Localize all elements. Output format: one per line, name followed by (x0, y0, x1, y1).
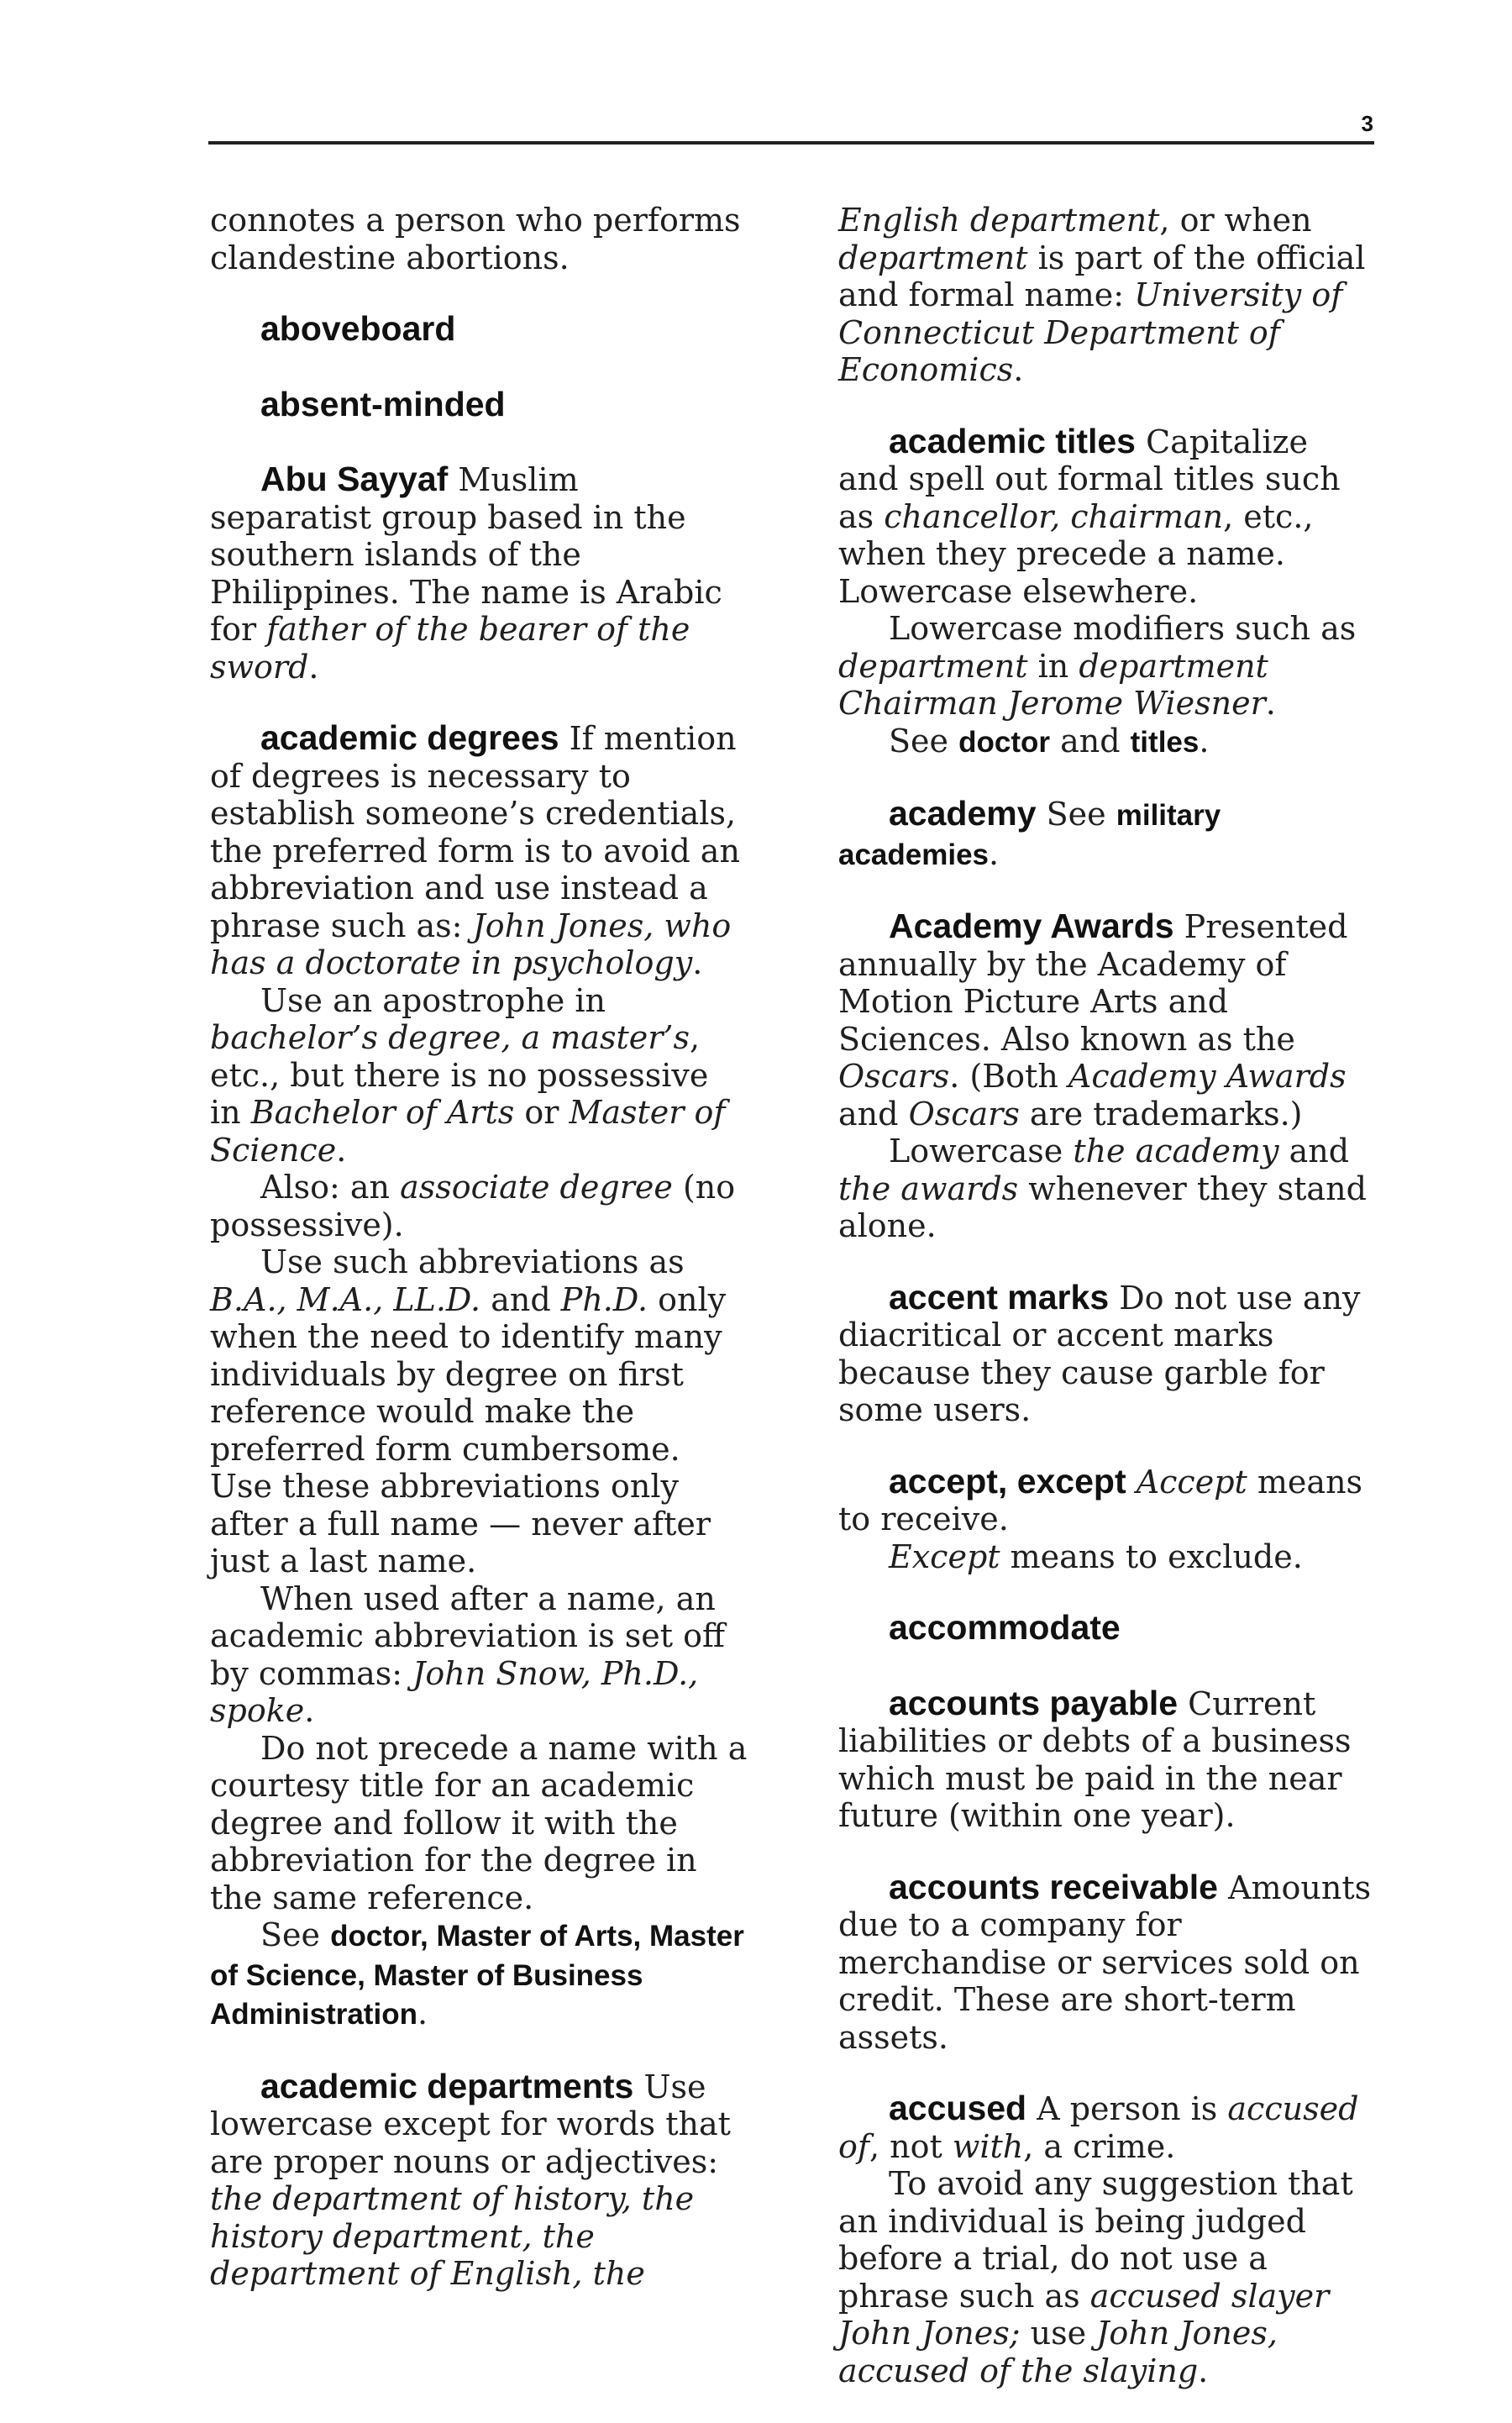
entry-italic: John Jones, who has a doctorate in psychology (210, 907, 732, 981)
entry-academic-departments (210, 2068, 748, 2293)
entry-italic: Oscars (838, 1058, 950, 1095)
entry-italic: department (838, 647, 1028, 685)
entry-text: Use such abbreviations as (260, 1243, 685, 1280)
entry-italic: Master of Science (210, 1094, 726, 1169)
headword: academic titles (889, 421, 1136, 460)
entry-text: is part of the official and formal name: (838, 239, 1366, 313)
entry-text: . (Both (949, 1058, 1058, 1095)
entry-text: See (1046, 796, 1106, 833)
entry-italic: Bachelor of Arts (250, 1094, 515, 1131)
entry-aboveboard (210, 310, 748, 349)
entry-text: Use lowercase except for words that are proper nouns or adjectives: (210, 2068, 731, 2180)
entry-text: Amounts due to a company for merchandise or services sold on credit. These are short-term assets. (838, 1868, 1372, 2056)
entry-text: are trademarks.) (1029, 1095, 1303, 1133)
entry-accounts-payable (838, 1685, 1376, 1835)
entry-italic: with (952, 2127, 1024, 2165)
cross-reference: military academies (838, 799, 1221, 871)
entry-text: use (1030, 2315, 1087, 2352)
entry-text: and (1060, 722, 1121, 759)
page-number: 3 (1361, 111, 1373, 136)
entry-italic: department (838, 239, 1028, 276)
entry-accent-marks (838, 1279, 1376, 1429)
cross-reference: doctor, Master of Arts, Master of Science, Master of Business Administration (210, 1920, 744, 2031)
entry-text: means to exclude. (1010, 1537, 1303, 1575)
entry-italic: Accept (1136, 1463, 1247, 1501)
entry-text: When used after a name, an academic abbreviation is set off by commas: (210, 1579, 725, 1692)
headword: aboveboard (260, 309, 456, 348)
entry-italic: English department (838, 202, 1160, 239)
entry-departments-continuation (838, 202, 1376, 389)
entry-accommodate (838, 1609, 1376, 1648)
entry-italic: accused of (838, 2090, 1359, 2165)
entry-italic: Ph.D. (560, 1280, 648, 1318)
headword: Abu Sayyaf (260, 460, 449, 498)
entry-italic: the academy (1073, 1133, 1279, 1169)
headword: absent-minded (260, 384, 506, 423)
cross-reference: titles (1130, 725, 1200, 759)
entry-text: Presented annually by the Academy of Motion Picture Arts and Sciences. Also known as the (838, 908, 1348, 1058)
entry-text: and (491, 1280, 551, 1318)
entry-text: , or when (1159, 202, 1312, 239)
entry-text: See (889, 722, 949, 759)
headword: academic degrees (260, 718, 559, 757)
entry-abu-sayyaf (210, 460, 748, 686)
headword: accent marks (889, 1277, 1110, 1317)
entry-text: . (1013, 351, 1024, 388)
cross-reference: doctor (958, 725, 1050, 759)
entry-text: , a crime. (1023, 2127, 1176, 2165)
entry-text: Lowercase modifiers such as (889, 610, 1357, 647)
entry-italic: associate degree (400, 1169, 673, 1206)
entry-text: Current liabilities or debts of a business which must be paid in the near future (within one year). (838, 1685, 1352, 1834)
entry-text: , etc., when they precede a name. Lowercase elsewhere. (838, 497, 1314, 610)
left-column (210, 202, 748, 2326)
entry-text: . (1265, 685, 1276, 722)
entry-text: Do not precede a name with a courtesy title for an academic degree and follow it with the abbreviation for the degree in the same reference. (210, 1729, 748, 1916)
entry-text: . (304, 1692, 315, 1729)
headword: Academy Awards (889, 907, 1174, 945)
entry-italic: Except (889, 1537, 1000, 1575)
headword: accused (889, 2089, 1027, 2127)
right-column (838, 202, 1376, 2423)
entry-text: Use an apostrophe in (260, 981, 606, 1019)
entry-text: only when the need to identify many individuals by degree on first reference would make the preferred form cumbersome. Use these abbreviations only after a full name — never after just a last name. (210, 1280, 727, 1579)
headword: accounts payable (889, 1683, 1179, 1722)
entry-text: connotes a person who performs clandestine abortions. (210, 202, 741, 276)
entry-accounts-receivable (838, 1868, 1376, 2057)
entry-italic: University of Connecticut Department of Economics (838, 276, 1343, 388)
headword: academic departments (260, 2066, 634, 2105)
entry-accept-except (838, 1463, 1376, 1576)
headword: accounts receivable (889, 1867, 1218, 1906)
entry-text: Lowercase (889, 1133, 1063, 1169)
entry-text: If mention of degrees is necessary to establish someone’s credentials, the preferred form is to avoid an abbreviation and use instead a phrase such as: (210, 720, 740, 944)
entry-text: means to receive. (838, 1463, 1363, 1537)
entry-italic: the department of history, the history department, the department of English, the (210, 2180, 695, 2292)
header-rule (208, 141, 1374, 145)
entry-academy (838, 795, 1376, 874)
entry-italic: John Jones, accused of the slaying (838, 2315, 1278, 2389)
entry-text: A person is (1037, 2090, 1218, 2127)
entry-text: in (1037, 647, 1069, 685)
entry-absent-minded (210, 386, 748, 424)
entry-italic: Academy Awards (1068, 1058, 1347, 1095)
headword: academy (889, 794, 1037, 833)
entry-text: See (260, 1916, 321, 1953)
entry-text: . (989, 834, 1000, 872)
entry-italic: the awards (838, 1169, 1019, 1207)
entry-text: . (336, 1131, 347, 1169)
entry-continuation (210, 202, 748, 276)
entry-academic-degrees (210, 719, 748, 2034)
entry-text: Capitalize and spell out formal titles such as (838, 423, 1341, 535)
entry-text: . (692, 944, 703, 981)
entry-text: whenever they stand alone. (838, 1169, 1367, 1244)
entry-italic: John Snow, Ph.D., spoke (210, 1654, 699, 1729)
entry-text: and (1289, 1133, 1350, 1169)
entry-text: , not (869, 2127, 942, 2165)
entry-italic: accused slayer John Jones; (838, 2277, 1330, 2352)
entry-italic: B.A., M.A., LL.D. (210, 1280, 481, 1318)
entry-academy-awards (838, 907, 1376, 1245)
entry-italic: department Chairman Jerome Wiesner (838, 647, 1268, 722)
entry-italic: father of the bearer of the sword (210, 611, 690, 686)
headword: accept, except (889, 1461, 1126, 1501)
entry-text: or (524, 1094, 559, 1131)
headword: accommodate (889, 1608, 1121, 1647)
entry-text: Do not use any diacritical or accent marks because they cause garble for some users. (838, 1279, 1361, 1428)
entry-italic: Oscars (908, 1095, 1020, 1133)
entry-text: Also: an (260, 1169, 390, 1206)
entry-text: and (838, 1095, 899, 1133)
entry-academic-titles (838, 423, 1376, 762)
entry-text: To avoid any suggestion that an individual is being judged before a trial, do not use a phrase such as (838, 2165, 1353, 2315)
entry-text: . (308, 648, 319, 686)
entry-text: , etc., but there is no possessive in (210, 1019, 709, 1131)
entry-italic: chancellor, chairman (884, 497, 1224, 535)
entry-italic: bachelor’s degree, a master’s (210, 1019, 690, 1056)
entry-text: . (1199, 722, 1210, 759)
entry-accused (838, 2089, 1376, 2389)
entry-text: . (417, 1995, 428, 2031)
entry-text: Muslim separatist group based in the southern islands of the Philippines. The name is Arabic for (210, 461, 722, 648)
entry-text: (no possessive). (210, 1169, 736, 1243)
entry-text: . (1198, 2352, 1209, 2389)
